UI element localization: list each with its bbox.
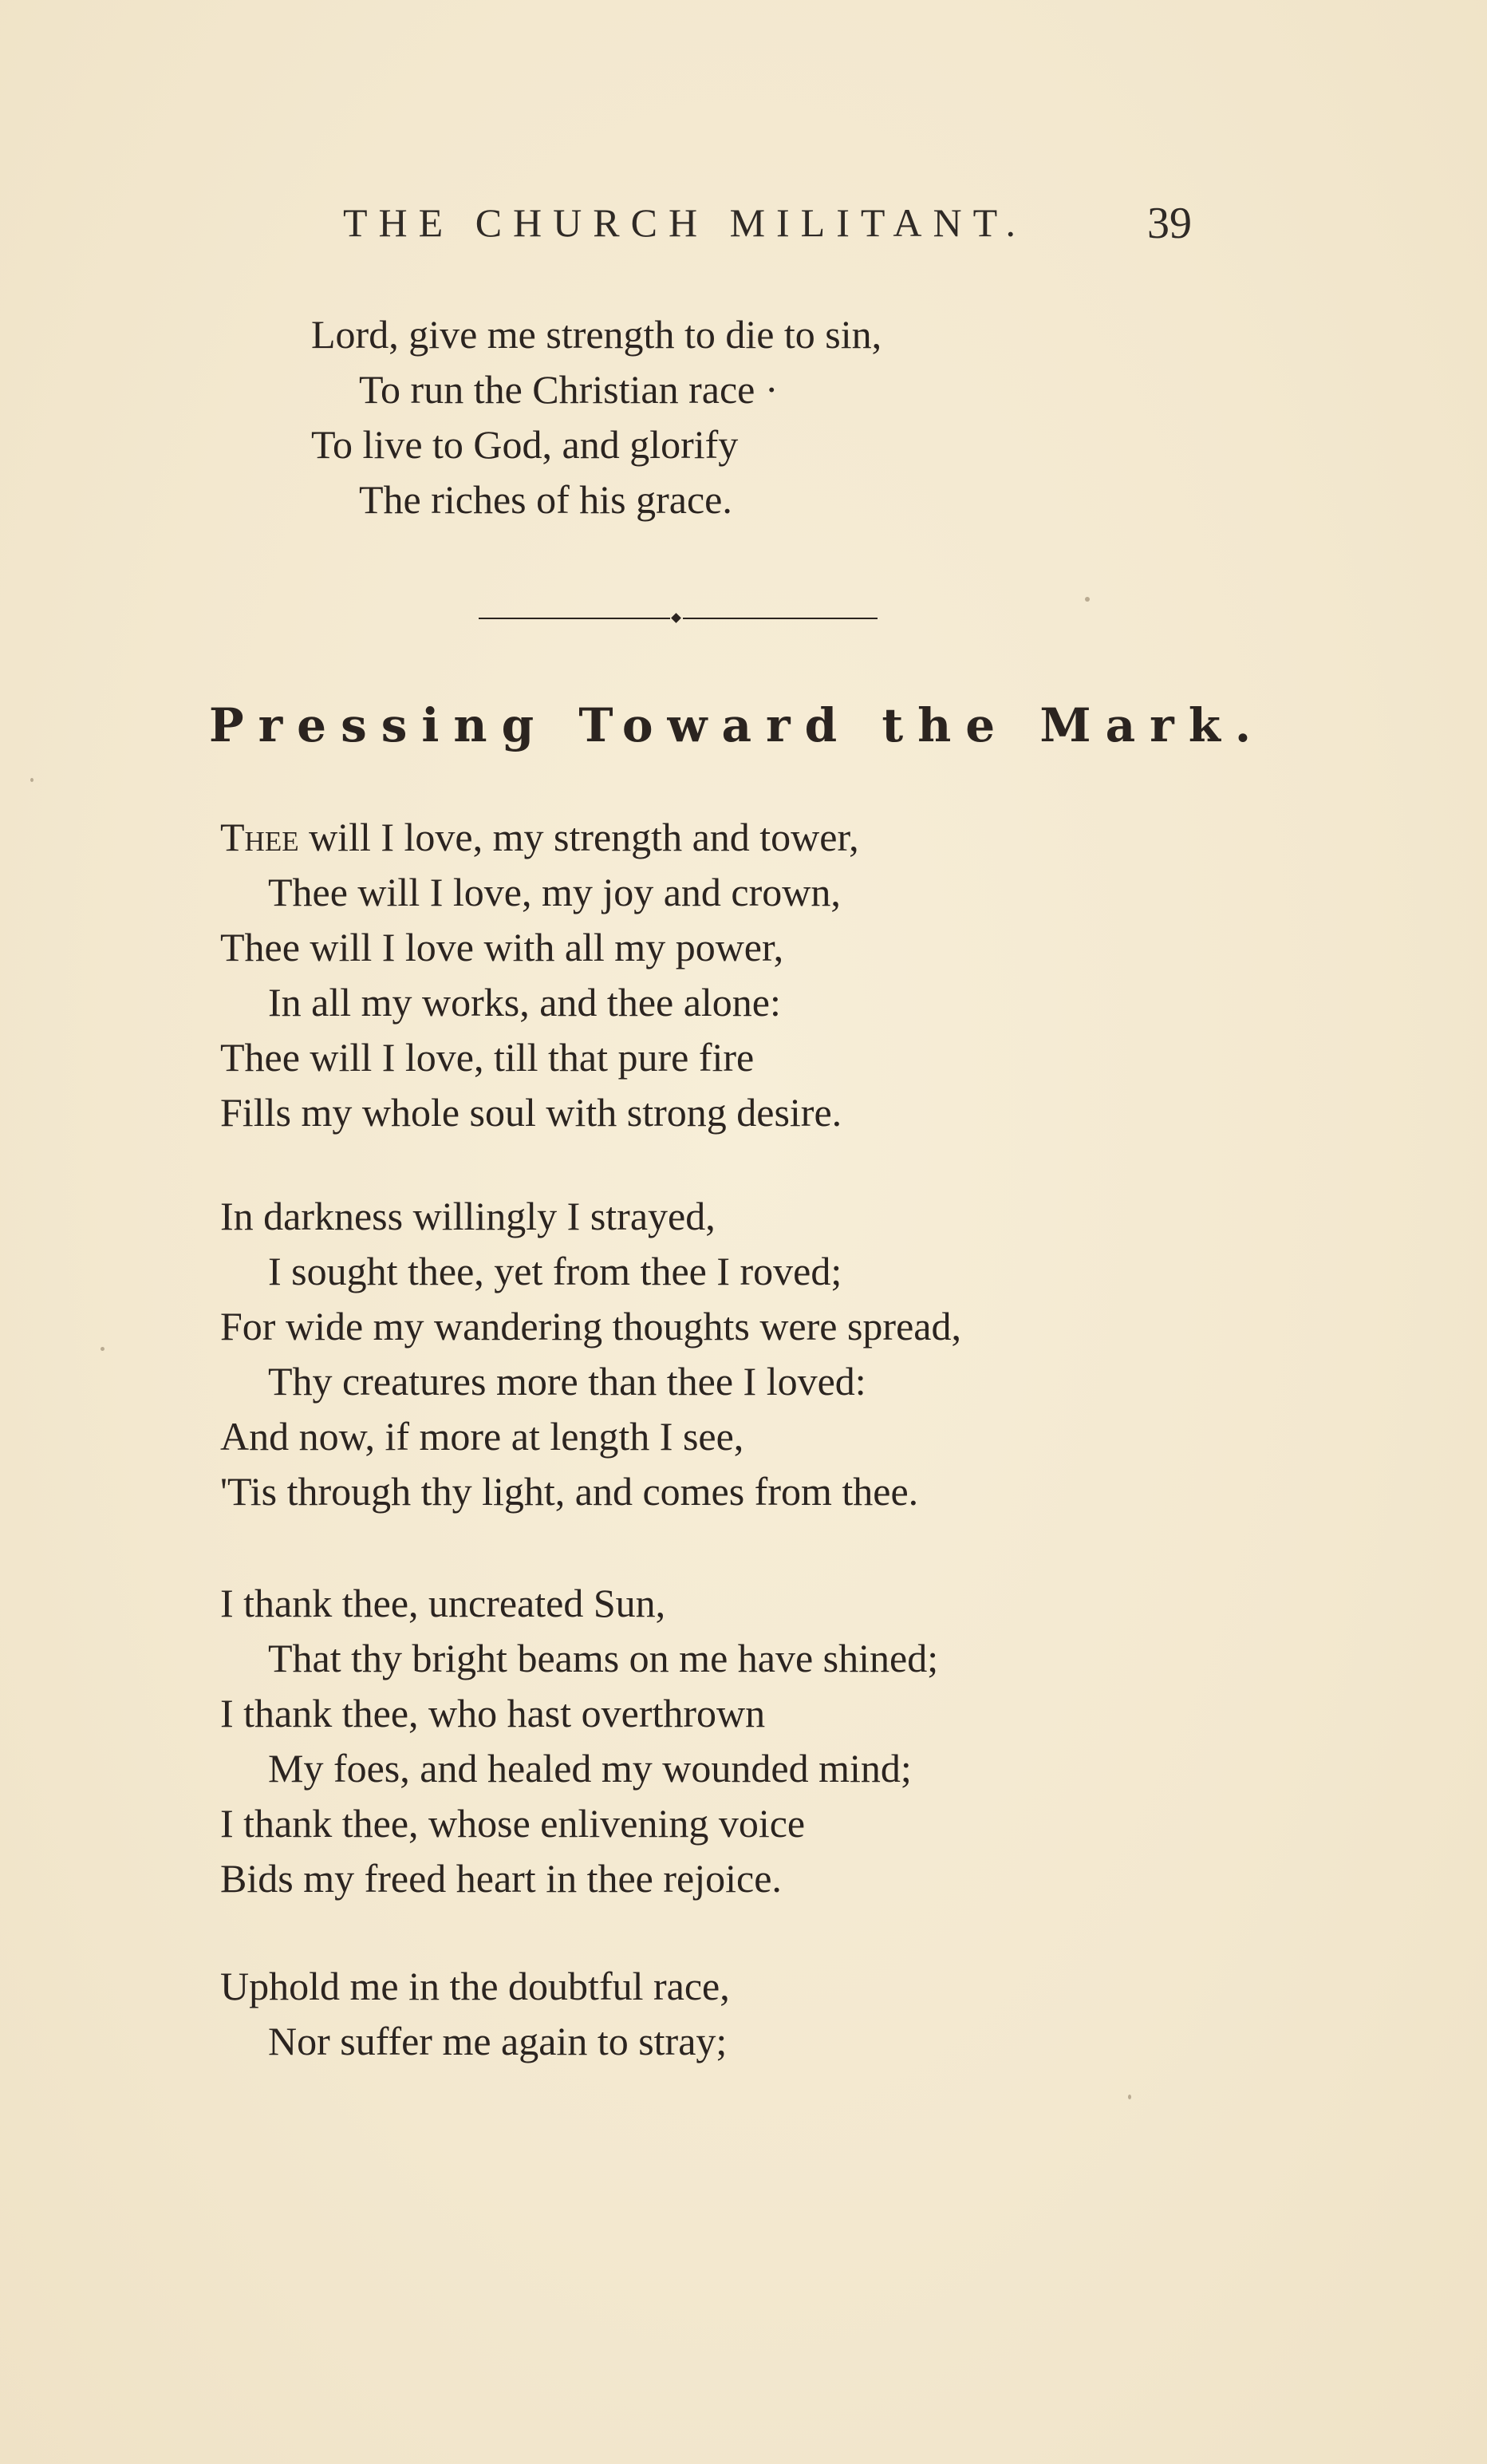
verse-line: To run the Christian race · — [359, 367, 779, 412]
running-header-title: THE CHURCH MILITANT. — [343, 200, 1027, 245]
paper-speck — [1085, 597, 1090, 602]
verse-line: Thee will I love with all my power, — [220, 925, 784, 969]
first-word-smallcaps: Thee — [220, 815, 299, 859]
verse-line: Uphold me in the doubtful race, — [220, 1964, 730, 2008]
section-divider-ornament — [479, 614, 878, 621]
verse-line: To live to God, and glorify — [311, 422, 739, 467]
verse-line: I thank thee, whose enlivening voice — [220, 1801, 806, 1846]
verse-line: Thee will I love, till that pure fire — [220, 1035, 755, 1080]
paper-speck — [101, 1347, 105, 1351]
verse-line: Thee will I love, my strength and tower, — [220, 815, 859, 859]
verse-line: Lord, give me strength to die to sin, — [311, 312, 882, 357]
page-number: 39 — [1147, 199, 1192, 248]
verse-line: 'Tis through thy light, and comes from thee. — [220, 1469, 919, 1514]
verse-line: I sought thee, yet from thee I roved; — [268, 1249, 842, 1293]
verse-line: Thee will I love, my joy and crown, — [268, 870, 841, 914]
poem-stanza-4 — [220, 1959, 730, 2069]
diamond-icon — [671, 613, 681, 623]
verse-line: I thank thee, uncreated Sun, — [220, 1581, 666, 1625]
top-stanza — [311, 307, 882, 527]
verse-line: The riches of his grace. — [359, 477, 732, 522]
verse-line: Thy creatures more than thee I loved: — [268, 1359, 866, 1404]
verse-line: I thank thee, who hast overthrown — [220, 1691, 766, 1735]
verse-line: In darkness willingly I strayed, — [220, 1194, 716, 1238]
verse-line: In all my works, and thee alone: — [268, 980, 781, 1025]
verse-line: For wide my wandering thoughts were spread, — [220, 1304, 961, 1348]
poem-stanza-1 — [220, 810, 859, 1140]
poem-stanza-3 — [220, 1576, 938, 1906]
verse-line: Nor suffer me again to stray; — [268, 2019, 728, 2063]
verse-line: Bids my freed heart in thee rejoice. — [220, 1856, 782, 1901]
verse-line: Fills my whole soul with strong desire. — [220, 1090, 842, 1135]
paper-speck — [1128, 2095, 1131, 2099]
poem-title: Pressing Toward the Mark. — [209, 698, 1266, 752]
paper-speck — [30, 778, 34, 782]
poem-stanza-2 — [220, 1189, 961, 1519]
verse-line: My foes, and healed my wounded mind; — [268, 1746, 912, 1791]
verse-line: And now, if more at length I see, — [220, 1414, 744, 1459]
verse-line: That thy bright beams on me have shined; — [268, 1636, 939, 1680]
